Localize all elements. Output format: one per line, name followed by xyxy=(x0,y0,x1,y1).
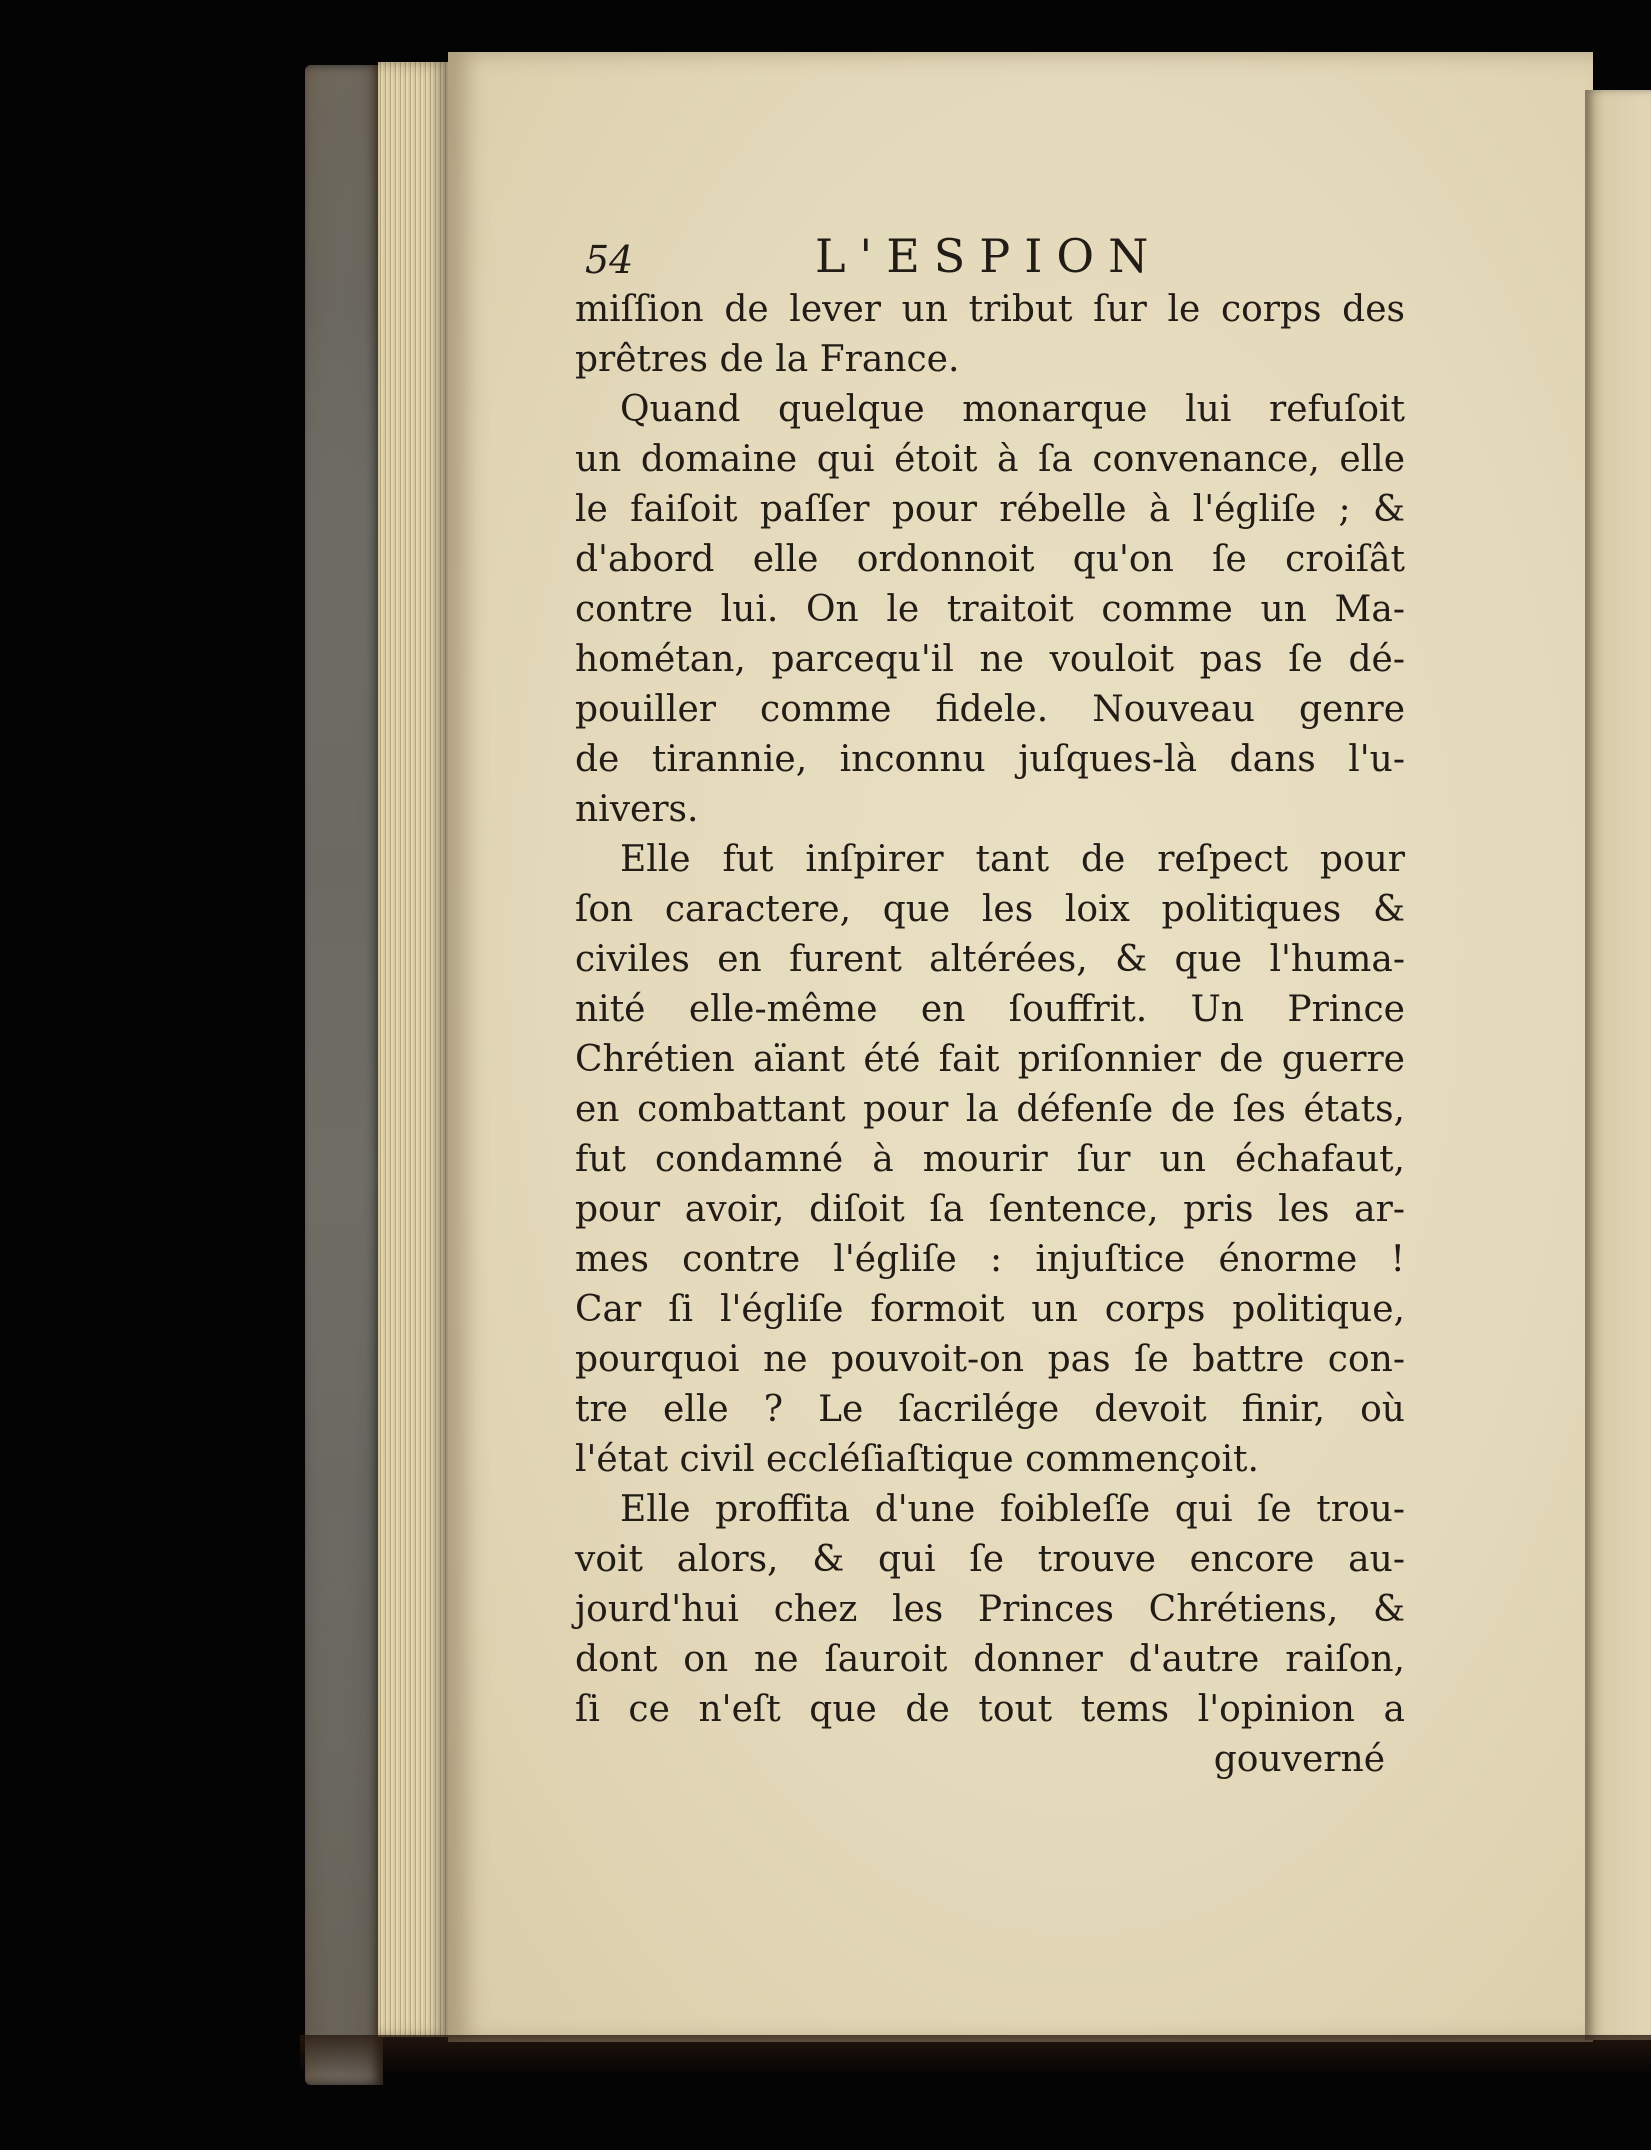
book-spine xyxy=(305,65,383,2085)
text-line: mes contre l'égliſe : injuſtice énorme ! xyxy=(575,1239,1405,1280)
text-line: Car ſi l'égliſe formoit un corps politique, xyxy=(575,1289,1405,1330)
catchword: gouverné xyxy=(1213,1739,1385,1780)
text-line: tre elle ? Le ſacrilége devoit finir, où xyxy=(575,1389,1405,1430)
facing-page xyxy=(1585,90,1651,2040)
text-line: le faiſoit paſſer pour rébelle à l'égliſe ; & xyxy=(575,489,1405,530)
text-line: voit alors, & qui ſe trouve encore au- xyxy=(575,1539,1405,1580)
text-line: de tirannie, inconnu juſques-là dans l'u- xyxy=(575,739,1405,780)
text-line: civiles en furent altérées, & que l'huma- xyxy=(575,939,1405,980)
text-line: nité elle-même en ſouffrit. Un Prince xyxy=(575,989,1405,1030)
running-head-title: L'ESPION xyxy=(815,229,1163,283)
text-line: pourquoi ne pouvoit-on pas ſe battre con- xyxy=(575,1339,1405,1380)
text-line: d'abord elle ordonnoit qu'on ſe croiſât xyxy=(575,539,1405,580)
text-line: fut condamné à mourir ſur un échafaut, xyxy=(575,1139,1405,1180)
text-line: Elle proffita d'une foibleſſe qui ſe trou- xyxy=(620,1489,1405,1530)
text-line: pouiller comme fidele. Nouveau genre xyxy=(575,689,1405,730)
text-line: miſſion de lever un tribut ſur le corps des xyxy=(575,289,1405,330)
text-line: en combattant pour la défenſe de ſes états, xyxy=(575,1089,1405,1130)
page-number: 54 xyxy=(585,238,634,282)
text-line: pour avoir, diſoit ſa ſentence, pris les ar- xyxy=(575,1189,1405,1230)
text-line: nivers. xyxy=(575,789,699,830)
text-line: dont on ne ſauroit donner d'autre raiſon, xyxy=(575,1639,1405,1680)
text-line: l'état civil eccléſiaſtique commençoit. xyxy=(575,1439,1259,1480)
running-head xyxy=(575,225,1405,285)
text-line: ſi ce n'eſt que de tout tems l'opinion a xyxy=(575,1689,1405,1730)
page-text xyxy=(575,225,1405,1785)
text-line: un domaine qui étoit à ſa convenance, elle xyxy=(575,439,1405,480)
text-line: Quand quelque monarque lui refuſoit xyxy=(620,389,1405,430)
text-line: contre lui. On le traitoit comme un Ma- xyxy=(575,589,1405,630)
page-shadow xyxy=(300,2035,1651,2075)
text-line: jourd'hui chez les Princes Chrétiens, & xyxy=(575,1589,1405,1630)
text-line: prêtres de la France. xyxy=(575,339,960,380)
text-line: Chrétien aïant été fait priſonnier de guerre xyxy=(575,1039,1405,1080)
text-line: hométan, parcequ'il ne vouloit pas ſe dé- xyxy=(575,639,1405,680)
page-edges xyxy=(378,62,450,2037)
text-line: ſon caractere, que les loix politiques & xyxy=(575,889,1405,930)
text-line: Elle fut inſpirer tant de reſpect pour xyxy=(620,839,1405,880)
